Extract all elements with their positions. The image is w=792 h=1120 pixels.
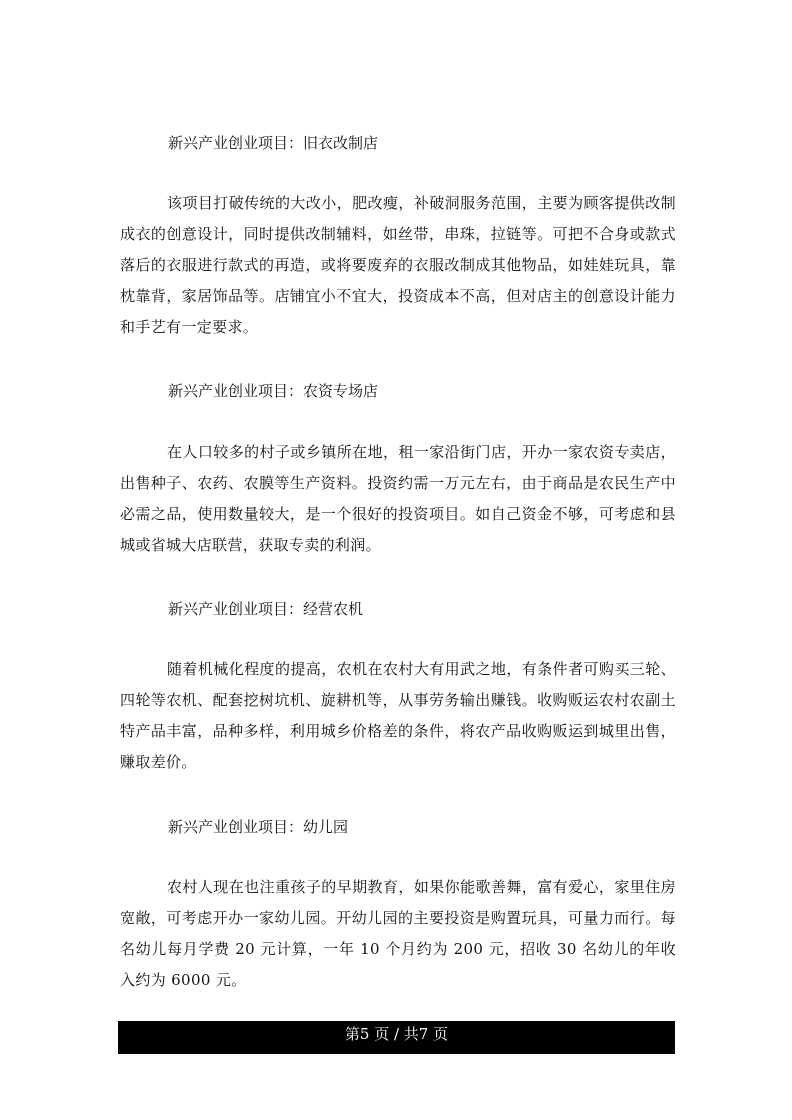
section-heading: 新兴产业创业项目：幼儿园 — [168, 818, 349, 836]
section-heading: 新兴产业创业项目：农资专场店 — [168, 382, 379, 400]
section-paragraph: 农村人现在也注重孩子的早期教育，如果你能歌善舞，富有爱心，家里住房宽敞，可考虑开办一家幼儿园。开幼儿园的主要投资是购置玩具，可量力而行。每名幼儿每月学费 20 元计算，一年 10 个月约为 200 元，招收 30 名幼儿的年收入约为 6000 元。 — [120, 878, 676, 989]
section-heading: 新兴产业创业项目：经营农机 — [168, 600, 364, 618]
section-heading: 新兴产业创业项目：旧衣改制店 — [168, 134, 379, 152]
page-number: 第5 页 / 共7 页 — [344, 1025, 449, 1043]
section-paragraph: 随着机械化程度的提高，农机在农村大有用武之地，有条件者可购买三轮、四轮等农机、配套挖树坑机、旋耕机等，从事劳务输出赚钱。收购贩运农村农副土特产品丰富，品种多样，利用城乡价格差的条件，将农产品收购贩运到城里出售，赚取差价。 — [120, 660, 676, 771]
page-footer — [118, 1021, 675, 1054]
section-paragraph: 该项目打破传统的大改小，肥改瘦，补破洞服务范围，主要为顾客提供改制成衣的创意设计，同时提供改制辅料，如丝带，串珠，拉链等。可把不合身或款式落后的衣服进行款式的再造，或将要废弃的衣服改制成其他物品，如娃娃玩具，靠枕靠背，家居饰品等。店铺宜小不宜大，投资成本不高，但对店主的创意设计能力和手艺有一定要求。 — [120, 194, 676, 336]
section-paragraph: 在人口较多的村子或乡镇所在地，租一家沿街门店，开办一家农资专卖店，出售种子、农药、农膜等生产资料。投资约需一万元左右，由于商品是农民生产中必需之品，使用数量较大，是一个很好的投资项目。如自己资金不够，可考虑和县城或省城大店联营，获取专卖的利润。 — [120, 443, 676, 554]
